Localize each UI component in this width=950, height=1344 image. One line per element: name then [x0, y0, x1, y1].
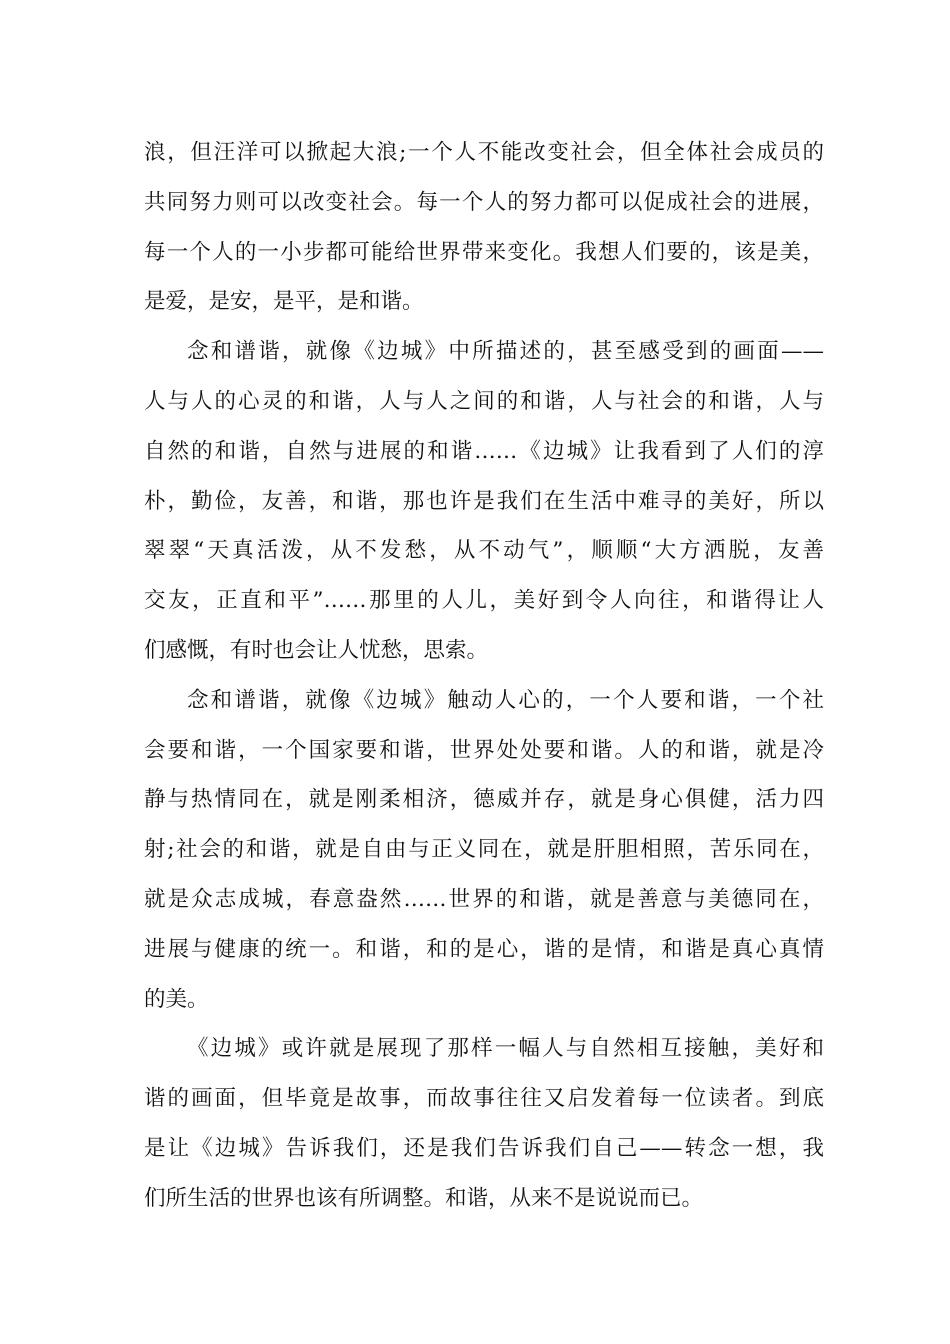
text-line: 翠翠“天真活泼，从不发愁，从不动气”，顺顺“大方洒脱，友善 — [144, 538, 824, 564]
text-line: 射;社会的和谐，就是自由与正义同在，就是肝胆相照，苦乐同在， — [144, 837, 824, 863]
text-line: 进展与健康的统一。和谐，和的是心，谐的是情，和谐是真心真情 — [144, 936, 824, 962]
text-line: 们所生活的世界也该有所调整。和谐，从来不是说说而已。 — [144, 1185, 704, 1211]
text-line: 交友，正直和平”……那里的人儿，美好到令人向往，和谐得让人 — [144, 588, 824, 614]
text-line: 人与人的心灵的和谐，人与人之间的和谐，人与社会的和谐，人与 — [144, 388, 824, 414]
text-line: 自然的和谐，自然与进展的和谐……《边城》让我看到了人们的淳 — [144, 438, 824, 464]
body-text — [144, 128, 824, 1224]
text-line: 们感慨，有时也会让人忧愁，思索。 — [144, 637, 489, 663]
text-line: 浪，但汪洋可以掀起大浪;一个人不能改变社会，但全体社会成员的 — [144, 140, 824, 165]
text-line: 会要和谐，一个国家要和谐，世界处处要和谐。人的和谐，就是冷 — [144, 737, 824, 763]
paragraph-1 — [144, 128, 824, 327]
text-line: 《边城》或许就是展现了那样一幅人与自然相互接触，美好和 — [187, 1036, 824, 1062]
text-line: 是让《边城》告诉我们，还是我们告诉我们自己——转念一想，我 — [144, 1135, 824, 1161]
text-line: 每一个人的一小步都可能给世界带来变化。我想人们要的，该是美， — [144, 239, 824, 265]
paragraph-3 — [144, 676, 824, 1025]
text-line: 静与热情同在，就是刚柔相济，德威并存，就是身心俱健，活力四 — [144, 787, 824, 813]
text-line: 是爱，是安，是平，是和谐。 — [144, 289, 424, 315]
text-line: 朴，勤俭，友善，和谐，那也许是我们在生活中难寻的美好，所以 — [144, 488, 824, 514]
text-line: 念和谱谐，就像《边城》触动人心的，一个人要和谐，一个社 — [187, 687, 824, 713]
text-line: 共同努力则可以改变社会。每一个人的努力都可以促成社会的进展， — [144, 189, 824, 215]
paragraph-4 — [144, 1024, 824, 1223]
text-line: 谐的画面，但毕竟是故事，而故事往往又启发着每一位读者。到底 — [144, 1086, 824, 1112]
text-line: 念和谱谐，就像《边城》中所描述的，甚至感受到的画面—— — [187, 339, 824, 365]
text-line: 的美。 — [144, 986, 209, 1012]
text-line: 就是众志成城，春意盎然……世界的和谐，就是善意与美德同在， — [144, 886, 824, 912]
paragraph-2 — [144, 327, 824, 676]
